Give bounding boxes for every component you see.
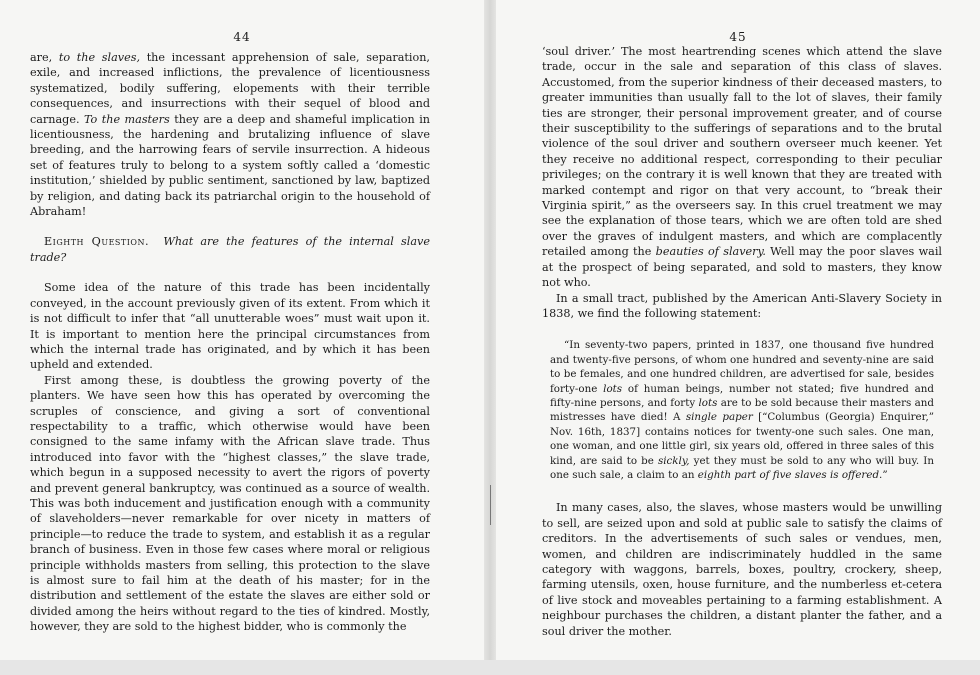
page-bottom-edge	[0, 660, 980, 675]
page-number-left: 44	[233, 30, 251, 44]
quote-text: “In seventy-two papers, printed in 1837, one thousand five hundred and twenty-five persons, of whom one hundred and seventy-nine are said to be females, and one hundred children, are advertised for sale, besides forty-one lots of human beings, number not stated; five hundred and fifty-nine persons, and forty lots are to be sold because their masters and mistresses have died! A single paper [“Columbus (Georgia) Enquirer,” Nov. 16th, 1837] contains notices for twenty-one such sales. One man, one woman, and one little girl, six years old, offered in three sales of this kind, are said to be sickly, yet they must be sold to any who will buy. In one such sale, a claim to an eighth part of five slaves is offered.”	[550, 339, 934, 481]
right-page	[496, 0, 980, 660]
right-page-text	[542, 44, 942, 639]
italic-text: To the masters	[83, 112, 170, 126]
book-gutter	[484, 0, 496, 660]
italic-text: beauties of slavery.	[655, 245, 766, 259]
heading-question: What are the features of the internal slave trade?	[30, 235, 430, 264]
gutter-mark	[490, 485, 491, 525]
section-heading	[30, 234, 430, 265]
paragraph: are, to the slaves, the incessant apprehension of sale, separation, exile, and increased inflictions, the prevalence of licentiousness systematized, bodily suffering, elopements with their terrible consequences, and insurrections with their sequel of blood and carnage. To the masters they are a deep and shameful implication in licentiousness, the hardening and brutalizing influence of slave breeding, and the harrowing fears of servile insurrection. A hideous set of features truly to belong to a system softly called a ‘domestic institution,’ shielded by public sentiment, sanctioned by law, baptized by religion, and dating back its patriarchal origin to the household of Abraham!	[30, 51, 430, 219]
paragraph: First among these, is doubtless the growing poverty of the planters. We have seen how this has operated by overcoming the scruples of conscience, and giving a sort of conventional respectability to a traffic, which otherwise would have been consigned to the same infamy with the African slave trade. Thus introduced into favor with the “highest classes,” the slave trade, which begun in a supposed necessity to avert the rigors of poverty and prevent general bankruptcy, was continued as a source of wealth. This was both inducement and justification enough with a community of slaveholders—never remarkable for over nicety in matters of principle—to reduce the trade to system, and establish it as a regular branch of business. Even in those few cases where moral or religious principle withholds masters from selling, this protection to the slave is almost sure to fail him at the death of his master; for in the distribution and settlement of the estate the slaves are either sold or divided among the heirs without regard to the ties of kindred. Mostly, however, they are sold to the highest bidder, who is commonly the	[30, 373, 430, 634]
paragraph: In many cases, also, the slaves, whose masters would be unwilling to sell, are seized upon and sold at public sale to satisfy the claims of creditors. In the advertisements of such sales or vendues, men, women, and children are indiscriminately huddled in the same category with waggons, barrels, boxes, poultry, crockery, sheep, farming utensils, oxen, house furniture, and the numberless et-cetera of live stock and moveables pertaining to a farming establishment. A neighbour purchases the children, a distant planter the father, and a soul driver the mother.	[542, 501, 942, 638]
left-page-text	[30, 50, 430, 635]
italic-text: to the slaves,	[58, 51, 141, 64]
page-number-right: 45	[729, 30, 747, 44]
block-quote	[550, 338, 934, 482]
paragraph: In a small tract, published by the American Anti-Slavery Society in 1838, we find the following statement:	[542, 291, 942, 320]
paragraph: ‘soul driver.’ The most heartrending scenes which attend the slave trade, occur in the sale and separation of this class of slaves. Accustomed, from the superior kindness of their deceased masters, to greater immunities than usually fall to the lot of slaves, their family ties are stronger, their personal improvement greater, and of course their susceptibility to the sufferings of separations and to the brutal violence of the soul driver and southern overseer much keener. Yet they receive no additional respect, corresponding to their peculiar privileges; on the contrary it is well known that they are treated with marked contempt and rigor on that very account, to “break their Virginia spirit,” as the overseers say. In this cruel treatment we may see the explanation of those tears, which we are often told are shed over the graves of indulgent masters, and which are complacently retailed among the beauties of slavery. Well may the poor slaves wail at the prospect of being separated, and sold to masters, they know not who.	[542, 45, 942, 290]
left-page	[0, 0, 484, 660]
paragraph: Some idea of the nature of this trade has been incidentally conveyed, in the account previously given of its extent. From which it is not difficult to infer that “all unutterable woes” must wait upon it. It is important to mention here the principal circumstances from which the internal trade has originated, and by which it has been upheld and extended.	[30, 281, 430, 372]
heading-label: Eighth Question.	[44, 235, 150, 249]
